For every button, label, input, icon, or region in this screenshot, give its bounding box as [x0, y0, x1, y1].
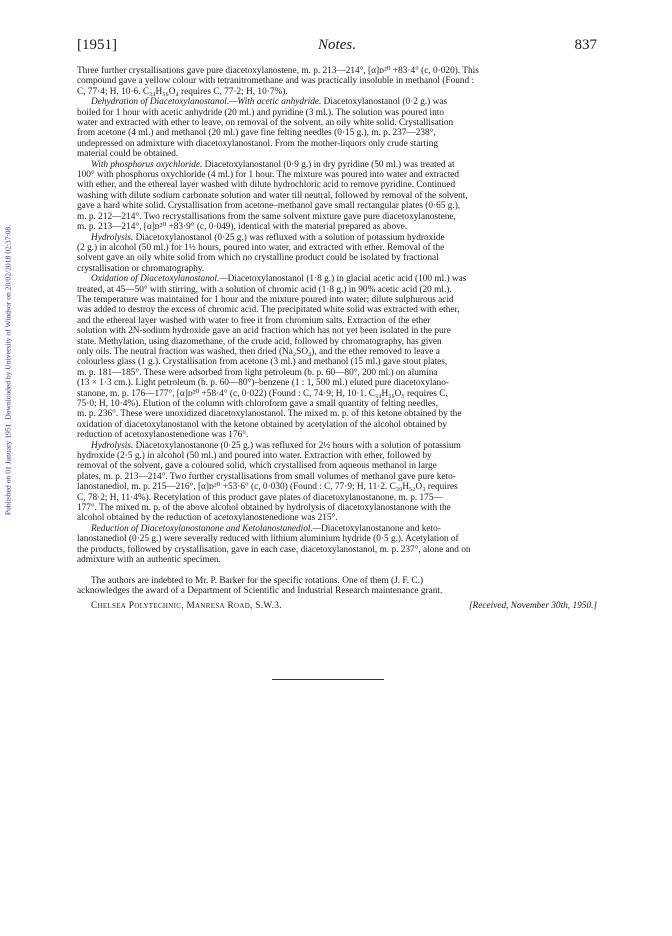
article-body [77, 66, 597, 613]
end-rule [272, 679, 384, 680]
page-number: 837 [574, 37, 597, 53]
volume-year: [1951] [77, 37, 117, 53]
paragraph-dehydration: Dehydration of Diacetoxylanostanol.—With acetic anhydride. Diacetoxylanostanol (0·2 g.) was boiled for 1 hour with acetic anhydride (20 ml.) and pyridine (3 ml.). The solution was poured into water and extracted with ether to leave, on removal of the solvent, an oily white solid. Crystallisation from acetone (4 ml.) and methanol (20 ml.) gave fine felting needles (0·15 g.), m. p. 237—238°, undepressed on admixture with diacetoxylanostanol. From the mother-liquors only crude starting material could be obtained. [77, 97, 454, 160]
paragraph-hydrolysis-1: Hydrolysis. Diacetoxylanostanol (0·25 g.) was refluxed with a solution of potassium hydroxide (2 g.) in alcohol (50 ml.) for 1½ hours, poured into water, and extracted with ether. Removal of the solvent gave an oily white solid from which no crystalline product could be isolated by fractional crystallisation or chromatography. [77, 232, 445, 274]
paragraph-reduction: Reduction of Diacetoxylanostanone and Ketolanostanediol.—Diacetoxylanostanone and keto- lanostanediol (0·25 g.) were severally reduced with lithium aluminium hydride (0·5 g.). Acetylation of the products, followed by crystallisation, gave in each case, diacetoxylanostanol, m. p. 237°, alone and on admixture with an authentic specimen. [77, 523, 471, 566]
signature [77, 601, 597, 613]
paragraph-heading: Oxidation of Diacetoxylanostanol.— [91, 274, 228, 285]
paragraph-heading: Hydrolysis. [91, 440, 134, 451]
paragraph-heading: With phosphorus oxychloride. [91, 159, 203, 170]
paragraph-diacetoxylanostene: Three further crystallisations gave pure diacetoxylanostene, m. p. 213—214°, [α]ᴅ²⁰ +83·4° (c, 0·020). This compound gave a yellow colour with tetranitromethane and was practically insoluble in methanol (Found : C, 77·4; H, 10·6. C₃₄H₅₆O₄ requires C, 77·2; H, 10·7%). [77, 66, 479, 97]
download-notice-text: Published on 01 January 1951. Downloaded by University of Windsor on 20/02/2018 02:37:08. [3, 224, 13, 516]
paragraph-phosphorus-oxychloride: With phosphorus oxychloride. Diacetoxylanostanol (0·9 g.) in dry pyridine (50 ml.) was treated at 100° with phosphorus oxychloride (4 ml.) for 1 hour. The mixture was poured into water and extracted with ether, and the ethereal layer washed with dilute hydrochloric acid to remove pyridine. Continued washing with dilute sodium carbonate solution and water till neutral, followed by removal of the solvent, gave a hard white solid. Crystallisation from acetone–methanol gave small rectangular plates (0·65 g.), m. p. 212—214°. Two recrystallisations from the same solvent mixture gave pure diacetoxylanostene, m. p. 213—214°, [α]ᴅ²⁰ +83·9° (c, 0·049), identical with the material prepared as above. [77, 159, 468, 233]
paragraph-hydrolysis-2: Hydrolysis. Diacetoxylanostanone (0·25 g.) was refluxed for 2½ hours with a solution of potassium hydroxide (2·5 g.) in alcohol (50 ml.) and poured into water. Extraction with ether, followed by removal of the solvent, gave a coloured solid, which crystallised from aqueous methanol in large plates, m. p. 213—214°. Two further crystallisations from small volumes of methanol gave pure keto- lanostanediol, m. p. 215—216°, [α]ᴅ²⁰ +53·6° (c, 0·030) (Found : C, 77·9; H, 11·2. C₃₀H₅₂O₃ requires C, 78·2; H, 11·4%). Recetylation of this product gave plates of diacetoxylanostanone, m. p. 175— 177°. The mixed m. p. of the above alcohol obtained by hydrolysis of diacetoxylanostanone with the alcohol obtained by the reduction of acetoxylanostenedione was 215°. [77, 440, 461, 524]
institution-address: Chelsea Polytechnic, Manresa Road, S.W.3. [91, 601, 282, 612]
paragraph-heading: Hydrolysis. [91, 232, 134, 243]
paragraph-heading: Dehydration of Diacetoxylanostanol.—With acetic anhydride. [91, 97, 322, 108]
running-head [77, 37, 597, 57]
paragraph-acknowledgements: The authors are indebted to Mr. P. Barker for the specific rotations. One of them (J. F. C.) acknowledges the award of a Department of Scientific and Industrial Research maintenance grant. [77, 575, 443, 596]
paragraph-oxidation: Oxidation of Diacetoxylanostanol.—Diacetoxylanostanol (1·8 g.) in glacial acetic acid (100 ml.) was treated, at 45—50° with stirring, with a solution of chromic acid (1·8 g.) in 90% acetic acid (20 ml.). The temperature was maintained for 1 hour and the mixture poured into water; dilute sulphurous acid was added to destroy the excess of chromic acid. The precipitated white solid was extracted with ether, and the ethereal layer washed with water to free it from chromium salts. Extraction of the ether solution with 2N-sodium hydroxide gave an acid fraction which has not yet been isolated in the pure state. Methylation, using diazomethane, of the crude acid, followed by chromatography, has given only oils. The neutral fraction was washed, then dried (Na₂SO₄), and the ether removed to leave a colourless glass (1 g.). Crystallisation from acetone (3 ml.) and methanol (15 ml.) gave stout plates, m. p. 181—185°. These were adsorbed from light petroleum (b. p. 60—80°, 200 ml.) on alumina (13 × 1·3 cm.). Light petroleum (b. p. 60—80°)–benzene (1 : 1, 500 ml.) eluted pure diacetoxylano- stanone, m. p. 176—177°, [α]ᴅ²⁰ +58·4° (c, 0·022) (Found : C, 74·9; H, 10·1. C₃₄H₅₆O₅ requires C, 75·0; H, 10·4%). Elution of the column with chloroform gave a small quantity of felting needles, m. p. 236°. These were unoxidized diacetoxylanostanol. The mixed m. p. of this ketone obtained by the oxidation of diacetoxylanostanol with the ketone obtained by acetylation of the alcohol obtained by reduction of acetoxylanostenedione was 176°. [77, 274, 467, 441]
received-date: [Received, November 30th, 1950.] [468, 601, 597, 612]
paragraph-heading: Reduction of Diacetoxylanostanone and Ketolanostanediol.— [91, 523, 322, 534]
section-title: Notes. [318, 37, 356, 53]
download-notice [1, 160, 15, 580]
